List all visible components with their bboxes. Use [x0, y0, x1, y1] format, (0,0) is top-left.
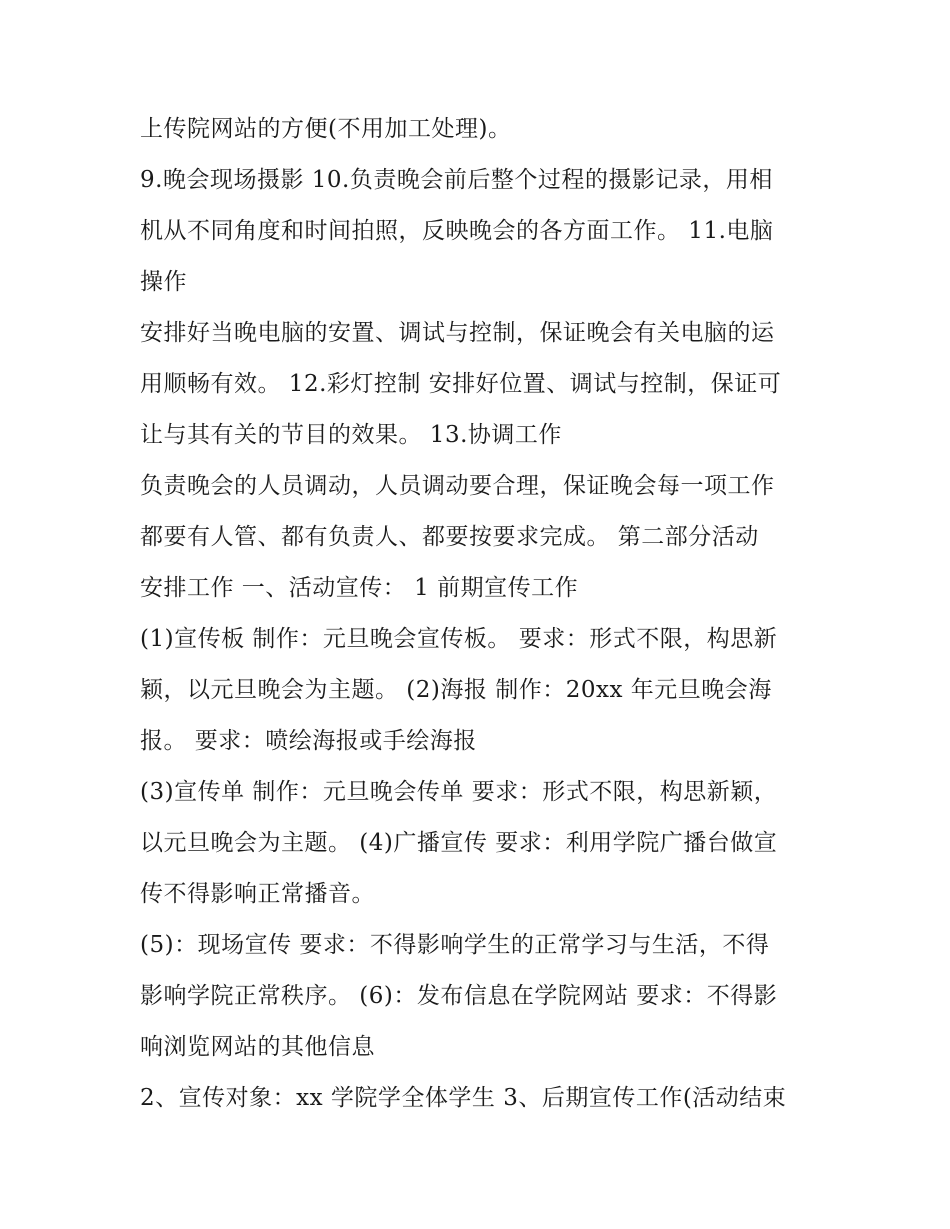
- text-line: 负责晚会的人员调动，人员调动要合理，保证晚会每一项工作: [140, 473, 775, 499]
- text-line: (3)宣传单 制作：元旦晚会传单 要求：形式不限，构思新颖，: [140, 779, 778, 805]
- text-line: 安排好当晚电脑的安置、调试与控制，保证晚会有关电脑的运: [140, 320, 775, 346]
- text-line: 机从不同角度和时间拍照，反映晚会的各方面工作。 11.电脑: [140, 218, 774, 244]
- text-line: 安排工作 一、活动宣传： 1 前期宣传工作: [140, 575, 579, 601]
- document-body: [140, 104, 820, 1124]
- text-line: (5)：现场宣传 要求：不得影响学生的正常学习与生活，不得: [140, 932, 770, 958]
- text-line: 传不得影响正常播音。: [140, 881, 375, 907]
- text-line: 颖，以元旦晚会为主题。 (2)海报 制作：20xx 年元旦晚会海: [140, 677, 772, 703]
- text-line: 上传院网站的方便(不用加工处理)。: [140, 116, 512, 142]
- text-line: 都要有人管、都有负责人、都要按要求完成。 第二部分活动: [140, 524, 759, 550]
- text-line: 响浏览网站的其他信息: [140, 1034, 375, 1060]
- text-line: 报。 要求：喷绘海报或手绘海报: [140, 728, 477, 754]
- text-line: 9.晚会现场摄影 10.负责晚会前后整个过程的摄影记录，用相: [140, 167, 773, 193]
- text-line: (1)宣传板 制作：元旦晚会宣传板。 要求：形式不限，构思新: [140, 626, 778, 652]
- text-line: 以元旦晚会为主题。 (4)广播宣传 要求：利用学院广播台做宣: [140, 830, 778, 856]
- text-line: 2、宣传对象：xx 学院学全体学生 3、后期宣传工作(活动结束: [140, 1085, 787, 1111]
- text-line: 影响学院正常秩序。 (6)：发布信息在学院网站 要求：不得影: [140, 983, 778, 1009]
- text-line: 用顺畅有效。 12.彩灯控制 安排好位置、调试与控制，保证可: [140, 371, 782, 397]
- text-line: 操作: [140, 269, 187, 295]
- text-line: 让与其有关的节目的效果。 13.协调工作: [140, 422, 562, 448]
